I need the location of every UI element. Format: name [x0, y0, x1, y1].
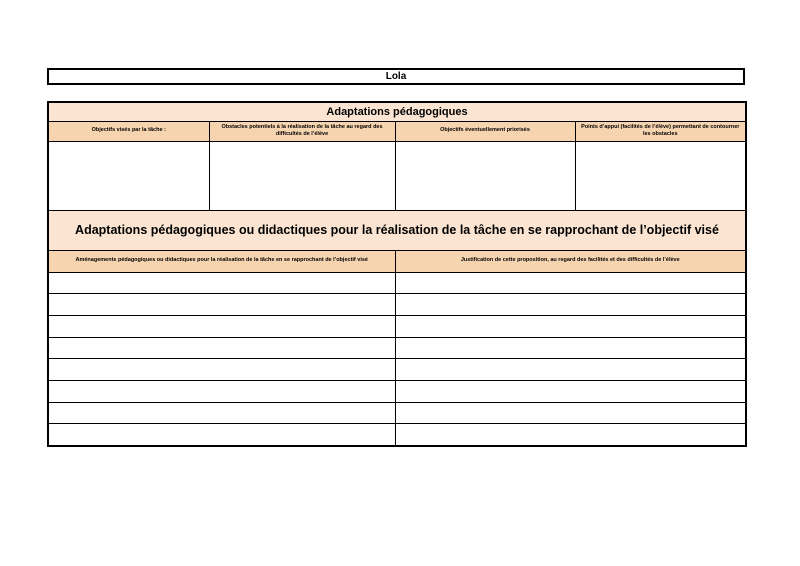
- section1-banner-row: [48, 102, 746, 121]
- col-header-justification: Justification de cette proposition, au regard des facilités et des difficultés de l’élève: [395, 250, 746, 272]
- entry-cell-justification: [395, 402, 746, 424]
- section2-entry-row: [48, 294, 746, 316]
- adaptations-table: [47, 101, 747, 447]
- col-header-obstacles-potentiels: Obstacles potentiels à la réalisation de la tâche au regard des difficultés de l’élève: [209, 121, 395, 141]
- entry-cell-objectifs-vises: [48, 141, 209, 210]
- entry-cell-amenagement: [48, 294, 395, 316]
- entry-cell-justification: [395, 424, 746, 446]
- entry-cell-justification: [395, 315, 746, 337]
- entry-cell-amenagement: [48, 380, 395, 402]
- entry-cell-justification: [395, 359, 746, 381]
- student-name: Lola: [385, 70, 407, 82]
- section1-title: Adaptations pédagogiques: [48, 102, 746, 121]
- col-header-points-appui: Points d’appui (facilités de l’élève) permettant de contourner les obstacles: [575, 121, 746, 141]
- entry-cell-justification: [395, 272, 746, 294]
- entry-cell-justification: [395, 380, 746, 402]
- entry-cell-amenagement: [48, 315, 395, 337]
- entry-cell-amenagement: [48, 402, 395, 424]
- section2-title: Adaptations pédagogiques ou didactiques pour la réalisation de la tâche en se rapprochant de l’objectif visé: [48, 210, 746, 250]
- section2-header-row: [48, 250, 746, 272]
- col-header-objectifs-priorises: Objectifs éventuellement priorisés: [395, 121, 575, 141]
- section1-entry-row: [48, 141, 746, 210]
- section2-banner-row: [48, 210, 746, 250]
- entry-cell-points-appui: [575, 141, 746, 210]
- col-header-objectifs-vises: Objectifs visés par la tâche :: [48, 121, 209, 141]
- section2-entry-row: [48, 424, 746, 446]
- section2-entry-row: [48, 315, 746, 337]
- col-header-amenagements: Aménagements pédagogiques ou didactiques pour la réalisation de la tâche en se rapprochant de l’objectif visé: [48, 250, 395, 272]
- section2-entry-row: [48, 380, 746, 402]
- entry-cell-amenagement: [48, 359, 395, 381]
- entry-cell-obstacles-potentiels: [209, 141, 395, 210]
- section2-entry-row: [48, 272, 746, 294]
- student-name-box: [47, 68, 745, 85]
- entry-cell-justification: [395, 337, 746, 359]
- section1-header-row: [48, 121, 746, 141]
- section2-entry-row: [48, 359, 746, 381]
- entry-cell-amenagement: [48, 424, 395, 446]
- section2-entry-row: [48, 337, 746, 359]
- entry-cell-justification: [395, 294, 746, 316]
- section2-entry-row: [48, 402, 746, 424]
- entry-cell-amenagement: [48, 272, 395, 294]
- entry-cell-objectifs-priorises: [395, 141, 575, 210]
- entry-cell-amenagement: [48, 337, 395, 359]
